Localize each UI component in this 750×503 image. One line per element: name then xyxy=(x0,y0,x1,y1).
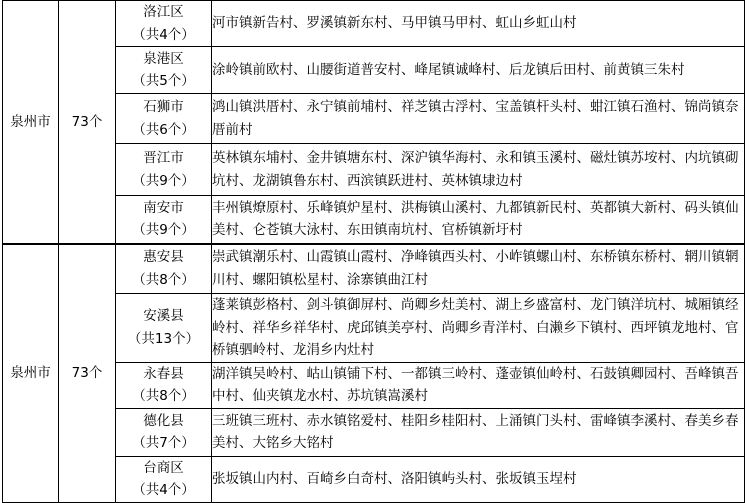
district-cell xyxy=(116,294,212,363)
district-count: （共7个） xyxy=(132,435,195,451)
district-name: 惠安县 xyxy=(143,249,184,266)
city-cell: 泉州市 xyxy=(3,244,59,503)
villages-cell: 三班镇三班村、赤水镇铭爱村、桂阳乡桂阳村、上涌镇门头村、雷峰镇李溪村、春美乡春美村、大铭乡大铭村 xyxy=(212,408,745,456)
district-name: 台商区 xyxy=(143,459,184,476)
district-cell xyxy=(116,408,212,456)
villages-cell: 涂岭镇前欧村、山腰街道普安村、峰尾镇诚峰村、后龙镇后田村、前黄镇三朱村 xyxy=(212,47,745,94)
count-cell: 73个 xyxy=(59,1,116,244)
district-cell xyxy=(116,1,212,47)
district-count: （共6个） xyxy=(132,121,195,138)
villages-cell: 丰州镇燎原村、乐峰镇炉星村、洪梅镇山溪村、九都镇新民村、英都镇大新村、码头镇仙美村、仑苍镇大泳村、东田镇南坑村、官桥镇新圩村 xyxy=(212,196,745,244)
district-count: （共4个） xyxy=(132,26,195,43)
district-name: 德化县 xyxy=(143,412,184,429)
villages-cell: 鸿山镇洪厝村、永宁镇前埔村、祥芝镇古浮村、宝盖镇杆头村、蚶江镇石渔村、锦尚镇奈厝前村 xyxy=(212,94,745,144)
city-cell: 泉州市 xyxy=(3,1,59,244)
village-table xyxy=(2,0,745,503)
district-count: （共8个） xyxy=(132,271,195,288)
district-cell xyxy=(116,362,212,408)
district-name: 安溪县 xyxy=(143,308,184,325)
district-name: 晋江市 xyxy=(143,150,184,166)
villages-cell: 湖洋镇吴岭村、岵山镇铺下村、一都镇三岭村、蓬壶镇仙岭村、石鼓镇卿园村、吾峰镇吾中村、仙夹镇龙水村、苏坑镇嵩溪村 xyxy=(212,362,745,408)
district-name: 泉港区 xyxy=(143,50,184,67)
villages-cell: 张坂镇山内村、百崎乡白奇村、洛阳镇屿头村、张坂镇玉埕村 xyxy=(212,456,745,502)
district-count: （共9个） xyxy=(132,172,195,189)
count-cell: 73个 xyxy=(59,244,116,503)
district-count: （共8个） xyxy=(132,388,195,404)
district-name: 南安市 xyxy=(143,199,184,216)
district-cell xyxy=(116,144,212,196)
villages-cell: 蓬莱镇彭格村、剑斗镇御屏村、尚卿乡灶美村、湖上乡盛富村、龙门镇洋坑村、城厢镇经岭村、祥华乡祥华村、虎邱镇美亭村、尚卿乡青洋村、白濑乡下镇村、西坪镇龙地村、官桥镇驷岭村、龙涓乡内灶村 xyxy=(212,294,745,363)
district-count: （共9个） xyxy=(132,222,195,239)
villages-cell: 崇武镇潮乐村、山霞镇山霞村、净峰镇西头村、小岞镇螺山村、东桥镇东桥村、辋川镇辋川村、螺阳镇松星村、涂寨镇曲江村 xyxy=(212,244,745,294)
villages-cell: 英林镇东埔村、金井镇塘东村、深沪镇华海村、永和镇玉溪村、磁灶镇苏垵村、内坑镇砌坑村、龙湖镇鲁东村、西滨镇跃进村、英林镇埭边村 xyxy=(212,144,745,196)
district-cell xyxy=(116,456,212,502)
district-name: 永春县 xyxy=(143,365,184,382)
villages-cell: 河市镇新告村、罗溪镇新东村、马甲镇马甲村、虹山乡虹山村 xyxy=(212,1,745,47)
table-row xyxy=(3,1,745,47)
district-count: （共4个） xyxy=(132,482,195,498)
district-cell xyxy=(116,94,212,144)
district-count: （共13个） xyxy=(127,330,200,347)
table-row xyxy=(3,244,745,294)
district-cell xyxy=(116,196,212,244)
district-cell xyxy=(116,244,212,294)
district-name: 石狮市 xyxy=(143,99,184,115)
district-cell xyxy=(116,47,212,94)
district-count: （共5个） xyxy=(132,73,195,89)
district-name: 洛江区 xyxy=(143,4,184,20)
